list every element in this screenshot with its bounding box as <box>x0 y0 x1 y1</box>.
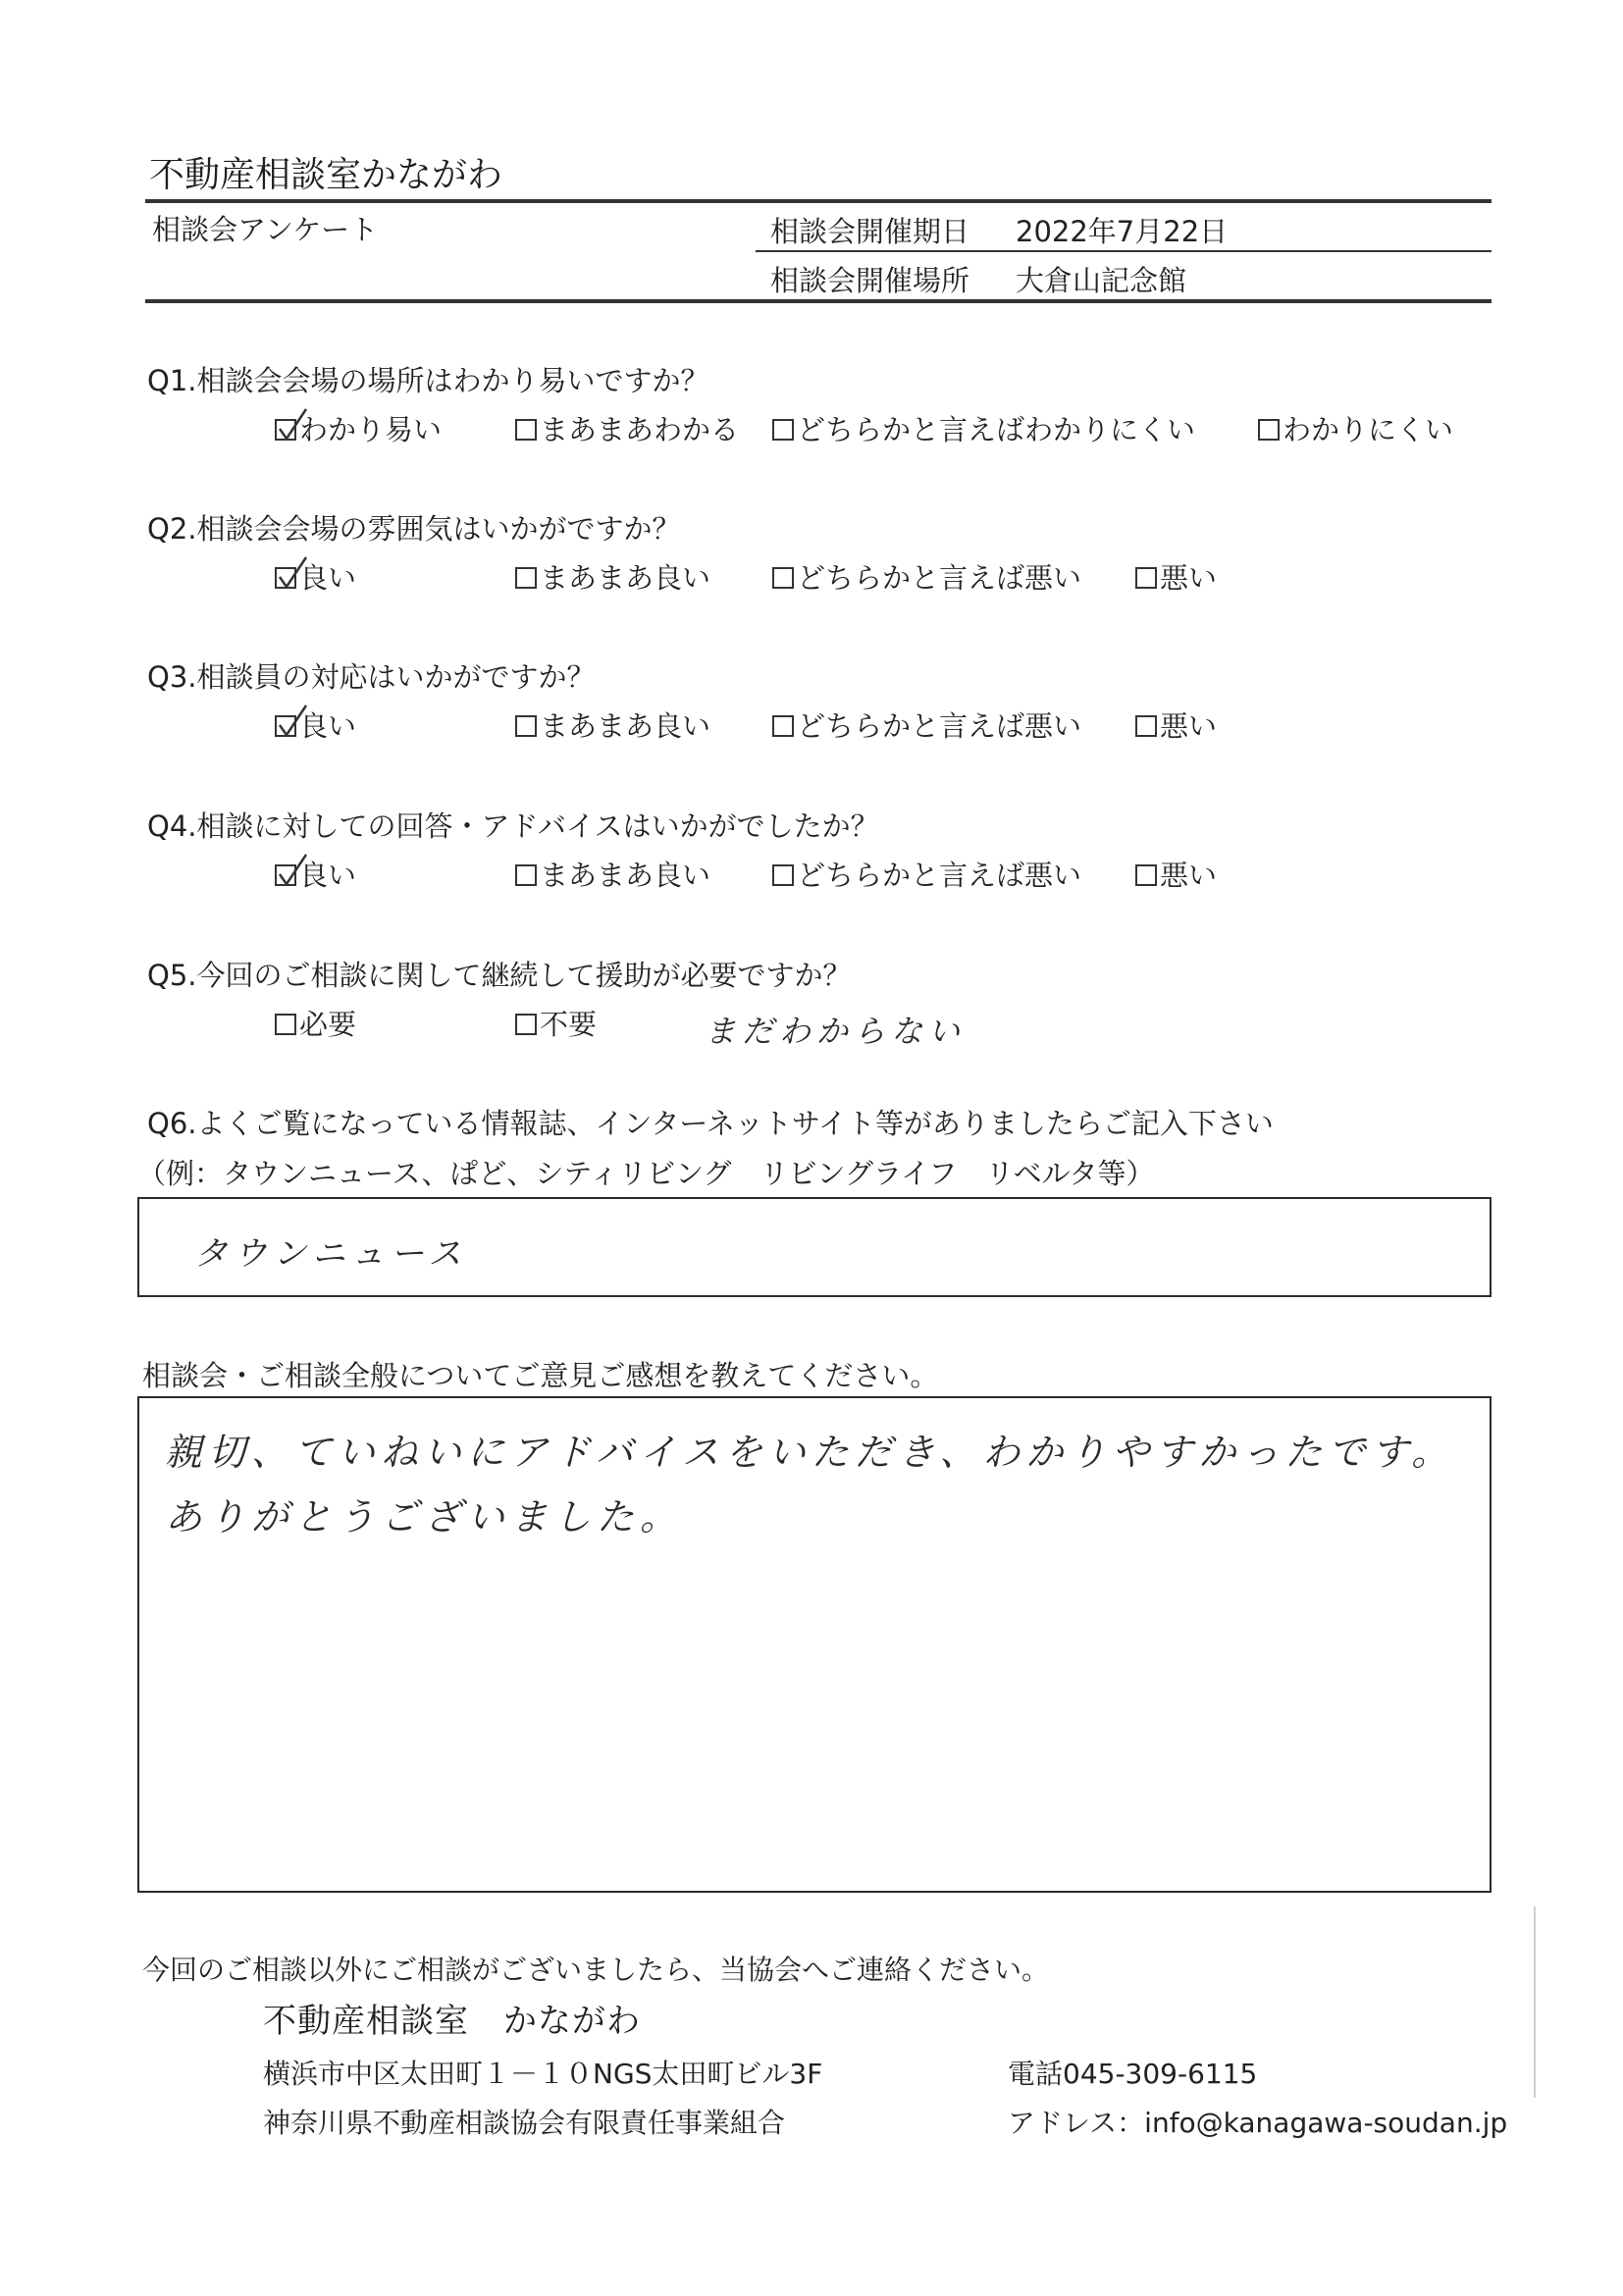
comments-label: 相談会・ご相談全般についてご意見ご感想を教えてください。 <box>142 1359 939 1392</box>
checkbox[interactable] <box>772 419 794 441</box>
comments-handwritten-line-2: ありがとうございました。 <box>165 1495 684 1539</box>
q4-option-2[interactable] <box>515 854 710 894</box>
checkbox[interactable] <box>772 715 794 737</box>
q5-handwritten-answer: まだわからない <box>705 1013 967 1050</box>
q2-option-2-label: まあまあ良い <box>540 561 711 595</box>
q5-option-2[interactable] <box>515 1003 597 1043</box>
q1-option-2[interactable] <box>515 408 739 448</box>
q4-option-1[interactable] <box>275 854 356 894</box>
q2-option-1[interactable] <box>275 556 356 597</box>
q5-option-1[interactable] <box>275 1003 356 1043</box>
date-rule <box>756 250 1492 252</box>
q4-option-1-label: 良い <box>299 859 357 892</box>
header-bottom-rule <box>145 299 1492 303</box>
checkbox[interactable] <box>1135 715 1157 737</box>
footer-notice: 今回のご相談以外にご相談がございましたら、当協会へご連絡ください。 <box>142 1954 1050 1986</box>
q3-option-4[interactable] <box>1135 704 1217 745</box>
q2-option-4[interactable] <box>1135 556 1217 597</box>
q1-option-4[interactable] <box>1258 408 1453 448</box>
checkbox-checked[interactable] <box>275 864 296 886</box>
place-label: 相談会開催場所 <box>770 264 970 297</box>
q5-option-2-label: 不要 <box>540 1008 598 1041</box>
checkbox[interactable] <box>515 567 537 589</box>
q1-option-3-label: どちらかと言えばわかりにくい <box>797 413 1196 446</box>
q3-option-2-label: まあまあ良い <box>540 709 711 743</box>
q1-option-4-label: わかりにくい <box>1283 413 1454 446</box>
check-mark-icon <box>277 704 316 743</box>
q6-label: Q6.よくご覧になっている情報誌、インターネットサイト等がありましたらご記入下さい <box>147 1107 1274 1140</box>
q3-option-1[interactable] <box>275 704 356 745</box>
q2-option-3-label: どちらかと言えば悪い <box>797 561 1082 595</box>
page-title: 不動産相談室かながわ <box>149 155 503 195</box>
checkbox[interactable] <box>515 715 537 737</box>
q4-label: Q4.相談に対しての回答・アドバイスはいかがでしたか？ <box>147 809 879 843</box>
checkbox-checked[interactable] <box>275 567 296 589</box>
check-mark-icon <box>277 555 316 595</box>
q3-option-1-label: 良い <box>299 709 357 743</box>
q4-option-4[interactable] <box>1135 854 1217 894</box>
checkbox[interactable] <box>515 864 537 886</box>
q5-option-1-label: 必要 <box>299 1008 357 1041</box>
title-rule <box>145 199 1492 203</box>
checkbox[interactable] <box>1258 419 1280 441</box>
footer-union: 神奈川県不動産相談協会有限責任事業組合 <box>263 2107 786 2139</box>
footer-phone: 電話045-309-6115 <box>1008 2058 1258 2090</box>
q3-option-3[interactable] <box>772 704 1081 745</box>
comments-handwritten-line-1: 親切、ていねいにアドバイスをいただき、わかりやすかったです。 <box>165 1431 1455 1474</box>
checkbox-checked[interactable] <box>275 715 296 737</box>
comments-answer-box[interactable] <box>137 1396 1492 1893</box>
q1-option-1-label: わかり易い <box>299 413 443 446</box>
q1-label: Q1.相談会会場の場所はわかり易いですか？ <box>147 364 709 397</box>
q1-option-2-label: まあまあわかる <box>540 413 740 446</box>
q3-option-2[interactable] <box>515 704 710 745</box>
checkbox[interactable] <box>515 419 537 441</box>
q4-option-3-label: どちらかと言えば悪い <box>797 859 1082 892</box>
checkbox[interactable] <box>1135 567 1157 589</box>
q6-example: （例：タウンニュース、ぱど、シティリビング リビングライフ リベルタ等） <box>137 1157 1155 1190</box>
q3-option-3-label: どちらかと言えば悪い <box>797 709 1082 743</box>
q5-label: Q5.今回のご相談に関して継続して援助が必要ですか？ <box>147 959 852 992</box>
checkbox-checked[interactable] <box>275 419 296 441</box>
check-mark-icon <box>277 853 316 892</box>
q2-label: Q2.相談会会場の雰囲気はいかがですか？ <box>147 512 681 546</box>
checkbox[interactable] <box>772 567 794 589</box>
q4-option-3[interactable] <box>772 854 1081 894</box>
q2-option-2[interactable] <box>515 556 710 597</box>
checkbox[interactable] <box>515 1014 537 1035</box>
q1-option-1[interactable] <box>275 408 442 448</box>
scan-edge-line <box>1534 1906 1536 2098</box>
q6-answer-box[interactable] <box>137 1197 1492 1297</box>
q3-option-4-label: 悪い <box>1160 709 1218 743</box>
checkbox[interactable] <box>772 864 794 886</box>
checkbox[interactable] <box>275 1014 296 1035</box>
footer-address: 横浜市中区太田町１－１０NGS太田町ビル3F <box>263 2058 823 2090</box>
checkbox[interactable] <box>1135 864 1157 886</box>
q4-option-4-label: 悪い <box>1160 859 1218 892</box>
q3-label: Q3.相談員の対応はいかがですか？ <box>147 660 596 694</box>
footer-email: アドレス：info@kanagawa-soudan.jp <box>1008 2107 1508 2139</box>
footer-org-name: 不動産相談室 かながわ <box>263 2002 641 2041</box>
place-value: 大倉山記念館 <box>1016 264 1187 297</box>
q4-option-2-label: まあまあ良い <box>540 859 711 892</box>
q2-option-3[interactable] <box>772 556 1081 597</box>
q2-option-1-label: 良い <box>299 561 357 595</box>
q2-option-4-label: 悪い <box>1160 561 1218 595</box>
survey-label: 相談会アンケート <box>152 213 379 246</box>
date-value: 2022年7月22日 <box>1016 215 1229 248</box>
q6-handwritten-answer: タウンニュース <box>194 1234 468 1274</box>
q1-option-3[interactable] <box>772 408 1195 448</box>
check-mark-icon <box>277 407 316 446</box>
date-label: 相談会開催期日 <box>770 215 970 248</box>
